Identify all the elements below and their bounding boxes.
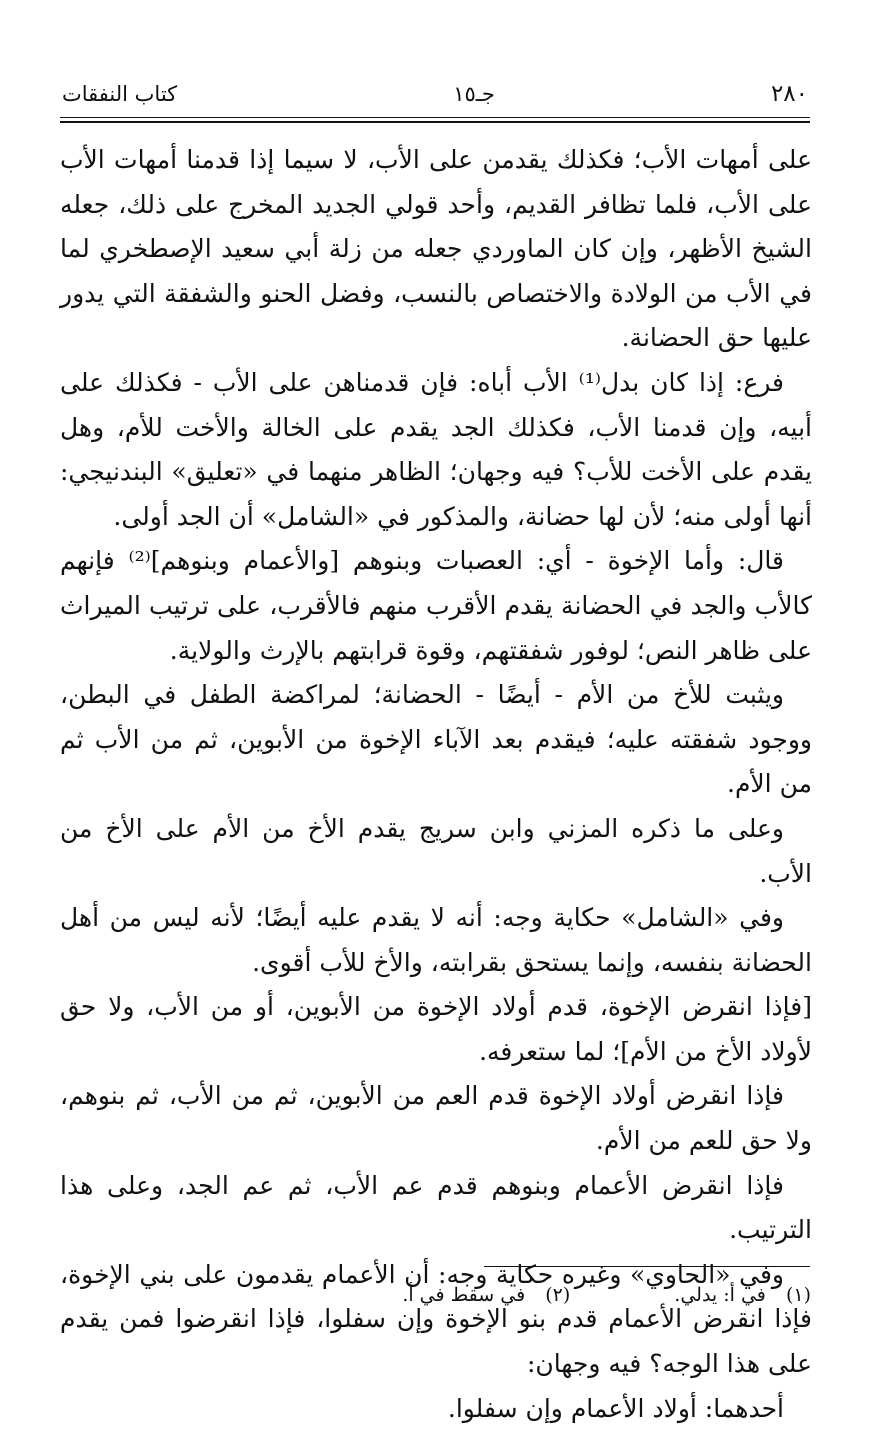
paragraph: وعلى ما ذكره المزني وابن سريج يقدم الأخ من الأم على الأخ من الأب. bbox=[60, 813, 812, 888]
running-header bbox=[62, 74, 808, 114]
paragraph: فإذا انقرض الأعمام وبنوهم قدم عم الأب، ثم عم الجد، وعلى هذا الترتيب. bbox=[60, 1170, 812, 1245]
paragraph: [فإذا انقرض الإخوة، قدم أولاد الإخوة من الأبوين، أو من الأب، ولا حق لأولاد الأخ من الأم]؛ لما ستعرفه. bbox=[60, 992, 812, 1066]
paragraph: على أمهات الأب؛ فكذلك يقدمن على الأب، لا سيما إذا قدمنا أمهات الأب على الأب، فلما تظافر القديم، وأحد قولي الجديد المخرج على ذلك، جعله الشيخ الأظهر، وإن كان الماوردي جعله من زلة أبي سعيد الإصطخري لما في الأب من الولادة والاختصاص بالنسب، وفضل الحنو والشفقة التي يدور عليها حق الحضانة. bbox=[60, 145, 812, 353]
paragraph: فرع: إذا كان بدل⁽¹⁾ الأب أباه: فإن قدمناهن على الأب - فكذلك على أبيه، وإن قدمنا الأب، فكذلك الجد يقدم على الخالة والأخت للأم، وهل يقدم على الأخت للأب؟ فيه وجهان؛ الظاهر منهما في «تعليق» البندنيجي: أنها أولى منه؛ لأن لها حضانة، والمذكور في «الشامل» أن الجد أولى. bbox=[60, 367, 812, 531]
body-text bbox=[60, 138, 812, 1431]
footnote-rule bbox=[484, 1266, 810, 1267]
footnote-text: في أ: يدلي. bbox=[674, 1284, 766, 1306]
volume-label: جـ١٥ bbox=[453, 82, 495, 106]
paragraph: وفي «الشامل» حكاية وجه: أنه لا يقدم عليه أيضًا؛ لأنه ليس من أهل الحضانة بنفسه، وإنما يستحق بقرابته، والأخ للأب أقوى. bbox=[60, 903, 812, 977]
footnotes bbox=[251, 1280, 811, 1310]
footnote-text: في سقط في أ. bbox=[402, 1284, 526, 1306]
paragraph: فإذا انقرض أولاد الإخوة قدم العم من الأبوين، ثم من الأب، ثم بنوهم، ولا حق للعم من الأم. bbox=[60, 1081, 812, 1156]
header-rule-thick bbox=[60, 121, 810, 123]
footnote bbox=[402, 1280, 570, 1310]
footnote bbox=[674, 1280, 811, 1310]
footnote-number: (٢) bbox=[545, 1284, 571, 1306]
footnote-number: (١) bbox=[785, 1284, 811, 1306]
paragraph: قال: وأما الإخوة - أي: العصبات وبنوهم [والأعمام وبنوهم]⁽²⁾ فإنهم كالأب والجد في الحضانة يقدم الأقرب منهم فالأقرب، على ترتيب الميراث على ظاهر النص؛ لوفور شفقتهم، وقوة قرابتهم بالإرث والولاية. bbox=[60, 546, 812, 665]
header-rule-thin bbox=[60, 117, 810, 118]
paragraph: ويثبت للأخ من الأم - أيضًا - الحضانة؛ لمراكضة الطفل في البطن، ووجود شفقته عليه؛ فيقدم بعد الآباء الإخوة من الأبوين، ثم من الأب ثم من الأم. bbox=[60, 680, 812, 799]
paragraph: أحدهما: أولاد الأعمام وإن سفلوا. bbox=[447, 1393, 784, 1423]
book-title: كتاب النفقات bbox=[62, 82, 178, 106]
paragraph: وفي «الحاوي» وغيره حكاية وجه: أن الأعمام يقدمون على بني الإخوة، فإذا انقرض الأعمام قدم بنو الإخوة وإن سفلوا، فإذا انقرضوا فمن يقدم على هذا الوجه؟ فيه وجهان: bbox=[60, 1259, 812, 1379]
page-number: ٢٨٠ bbox=[770, 81, 808, 107]
